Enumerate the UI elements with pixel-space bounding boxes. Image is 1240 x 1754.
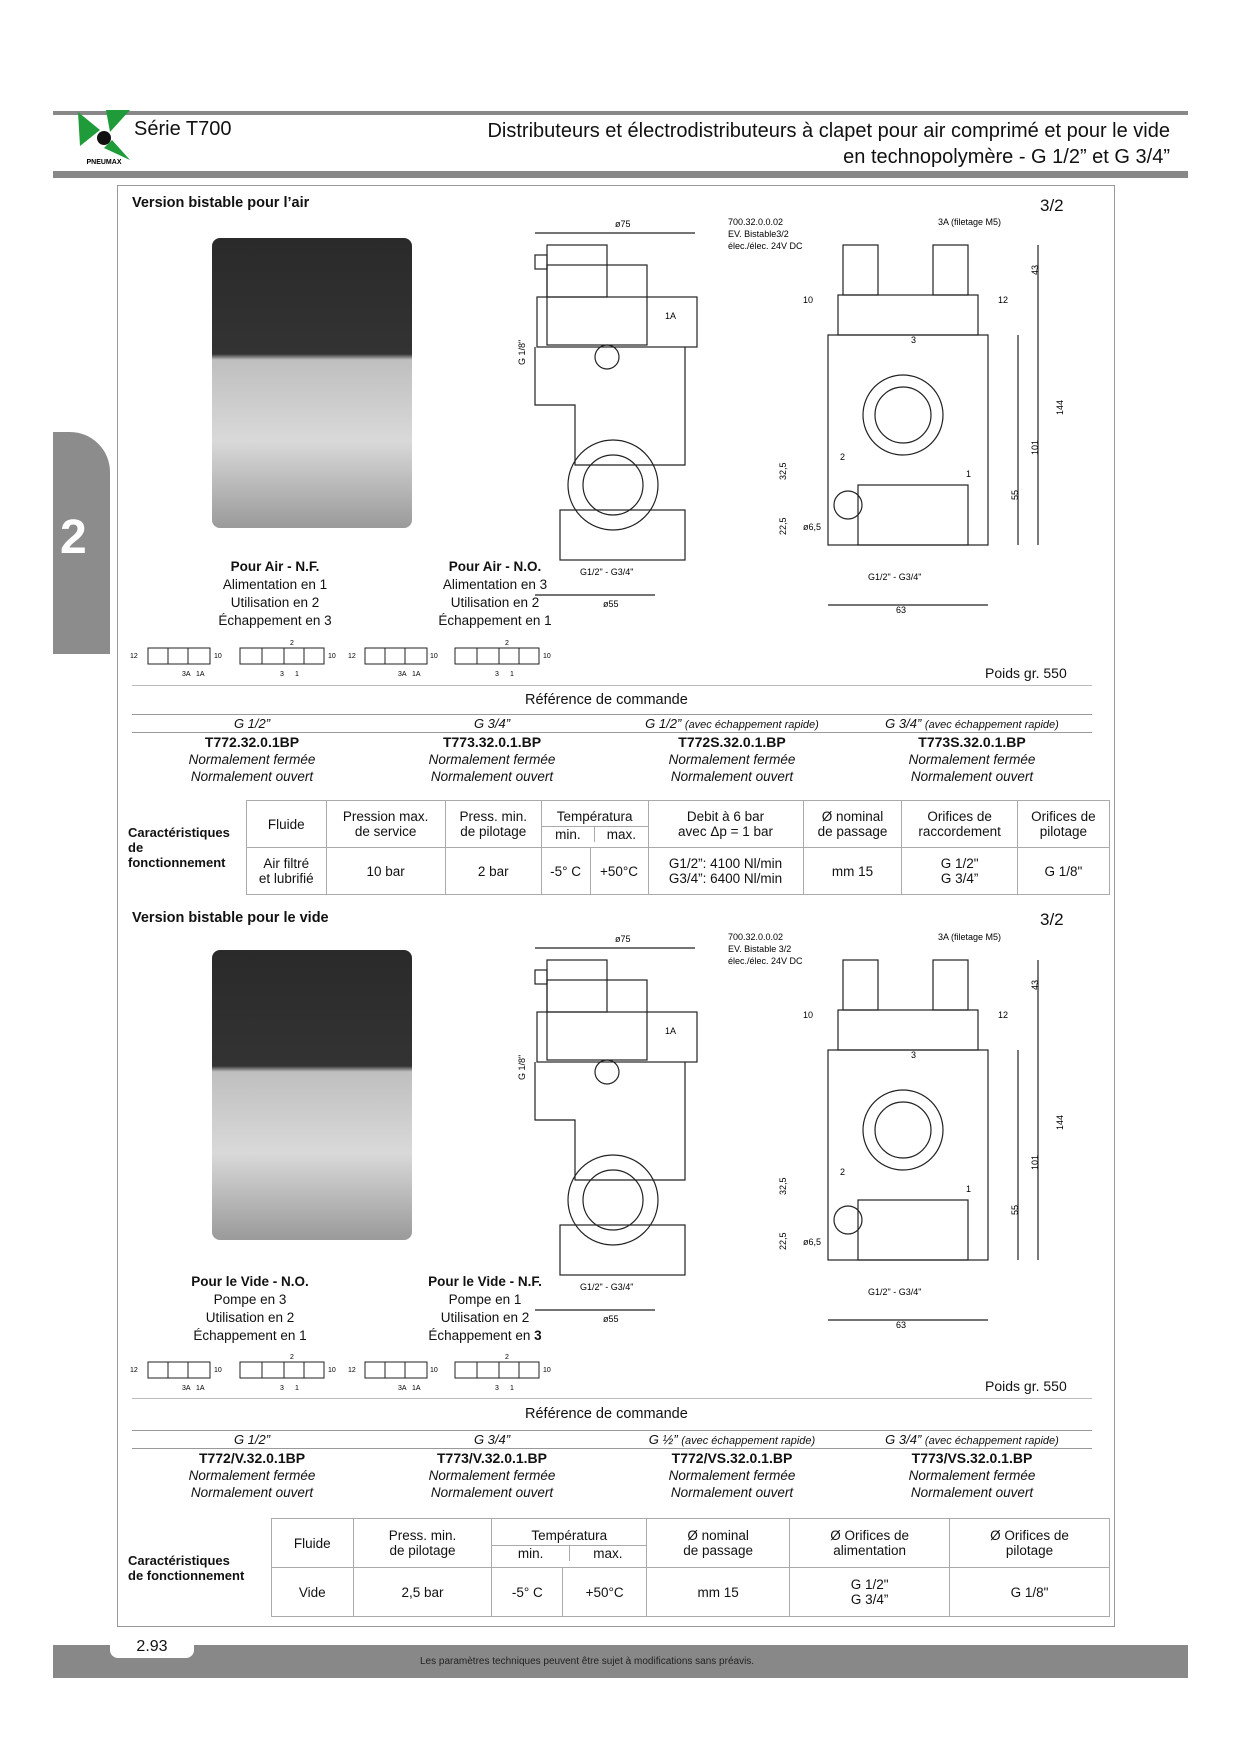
vide-valve-photo [212, 950, 412, 1240]
pneumax-logo [76, 108, 132, 166]
fn-line: Utilisation en 2 [205, 1310, 295, 1325]
ref-col-header: G 3/4” [372, 715, 612, 733]
dim-225: 22,5 [778, 1232, 788, 1250]
air-function-no [395, 558, 595, 630]
car-h-orp: Ø Orifices de pilotage [950, 1519, 1110, 1568]
nf-label: Normalement fermée [668, 752, 796, 767]
car-v-tmin: -5° C [541, 848, 590, 895]
sym-12b: 12 [348, 1367, 356, 1374]
sym-12: 12 [130, 653, 138, 660]
car-v-orp: G 1/8" [1017, 848, 1109, 895]
logo-text: PNEUMAX [86, 159, 122, 166]
dim-325: 32,5 [778, 462, 788, 480]
car-h-nom: Ø nominal de passage [647, 1519, 790, 1568]
sym-12b: 12 [348, 653, 356, 660]
car-h-pmin: Press. min. de pilotage [445, 801, 541, 848]
page-number: 2.93 [110, 1638, 194, 1658]
drawing-10: 10 [803, 1010, 814, 1020]
vide-function-no [150, 1273, 350, 1345]
order-code[interactable]: T772/V.32.0.1BP [198, 1450, 306, 1466]
sym-10c: 10 [430, 1367, 438, 1374]
vide-ref-title: Référence de commande [525, 1406, 688, 1422]
sym-1: 1 [295, 671, 299, 678]
nf-label: Normalement fermée [188, 1468, 316, 1483]
air-pneumatic-symbols [130, 636, 570, 682]
drawing-3a: 3A (filetage M5) [938, 217, 1002, 227]
car-v-nom: mm 15 [803, 848, 902, 895]
dim-55: 55 [1010, 489, 1020, 500]
vide-drawing-side [505, 930, 705, 1330]
port-3: 3 [911, 1050, 917, 1060]
chapter-number: 2 [60, 511, 87, 564]
fn-line: Pompe en 3 [213, 1292, 287, 1307]
fn-line: Échappement en 3 [428, 1328, 542, 1343]
fn-line: Utilisation en 2 [230, 595, 320, 610]
car-v-pmin: 2 bar [445, 848, 541, 895]
order-code[interactable]: T773/V.32.0.1.BP [436, 1450, 547, 1466]
ref-col-header: G 3/4” [372, 1431, 612, 1449]
sym-10d: 10 [543, 1367, 551, 1374]
sym-1a: 1A [196, 1385, 205, 1392]
drawing-12: 12 [998, 1010, 1009, 1020]
no-label: Normalement ouvert [910, 769, 1034, 784]
no-label: Normalement ouvert [910, 1485, 1034, 1500]
car-h-fluide: Fluide [272, 1519, 354, 1568]
dim-225: 22,5 [778, 517, 788, 535]
fn-title: Pour Air - N.O. [448, 559, 542, 574]
drawing-elec: élec./élec. 24V DC [728, 956, 803, 966]
vide-pneumatic-symbols [130, 1350, 570, 1396]
disclaimer: Les paramètres techniques peuvent être sujet à modifications sans préavis. [420, 1656, 755, 1667]
divider [132, 1398, 1092, 1399]
page-title-line2: en technopolymère - G 1/2” et G 3/4” [843, 146, 1170, 168]
air-ratio: 3/2 [1040, 196, 1064, 215]
car-h-temp: Températura min. max. [541, 801, 648, 848]
dim-63: 63 [896, 1320, 907, 1330]
drawing-3a: 3A (filetage M5) [938, 932, 1002, 942]
order-code[interactable]: T773S.32.0.1.BP [918, 734, 1026, 750]
car-v-fluide: Vide [272, 1568, 354, 1617]
dim-43: 43 [1030, 979, 1040, 990]
ref-col-header: G ½” (avec échappement rapide) [612, 1431, 852, 1449]
dim-d75: ø75 [615, 219, 631, 229]
air-section-title: Version bistable pour l’air [132, 195, 310, 211]
sym-1b: 1 [510, 671, 514, 678]
dim-d65: ø6,5 [803, 1237, 822, 1247]
port-1: 1 [966, 469, 972, 479]
drawing-code: 700.32.0.0.02 [728, 217, 784, 227]
dim-d55: ø55 [603, 599, 619, 609]
drawing-10: 10 [803, 295, 814, 305]
fn-line: Échappement en 1 [193, 1328, 307, 1343]
ref-col-header: G 1/2” (avec échappement rapide) [612, 715, 852, 733]
car-v-ora: G 1/2" G 3/4” [790, 1568, 950, 1617]
sym-10: 10 [214, 1367, 222, 1374]
dim-144: 144 [1055, 399, 1065, 415]
sym-3a-b: 3A [398, 1385, 407, 1392]
car-h-pmin: Press. min. de pilotage [353, 1519, 492, 1568]
air-weight: Poids gr. 550 [985, 665, 1067, 681]
sym-3b: 3 [495, 671, 499, 678]
car-h-fluide: Fluide [247, 801, 327, 848]
vide-drawing-front [718, 930, 1088, 1330]
sym-10: 10 [214, 653, 222, 660]
drawing-ev: EV. Bistable 3/2 [728, 944, 792, 954]
sym-3: 3 [280, 1385, 284, 1392]
page-title-line1: Distributeurs et électrodistributeurs à clapet pour air comprimé et pour le vide [487, 120, 1170, 142]
sym-3a: 3A [182, 1385, 191, 1392]
dim-63: 63 [896, 605, 907, 615]
car-v-debit: G1/2”: 4100 Nl/min G3/4”: 6400 Nl/min [648, 848, 803, 895]
dim-ports: G1/2" - G3/4" [580, 567, 634, 577]
header-bottom-rule [53, 171, 1188, 178]
vide-ratio: 3/2 [1040, 910, 1064, 929]
sym-3b: 3 [495, 1385, 499, 1392]
nf-label: Normalement fermée [668, 1468, 796, 1483]
sym-3a: 3A [182, 671, 191, 678]
dim-ports-right: G1/2" - G3/4" [868, 572, 922, 582]
air-drawing-front [718, 215, 1088, 615]
port-2: 2 [840, 452, 846, 462]
order-code[interactable]: T773.32.0.1.BP [442, 734, 542, 750]
sym-10d: 10 [543, 653, 551, 660]
nf-label: Normalement fermée [188, 752, 316, 767]
car-h-orp: Orifices de pilotage [1017, 801, 1109, 848]
drawing-12: 12 [998, 295, 1009, 305]
label-1a: 1A [665, 1026, 677, 1036]
port-2: 2 [840, 1167, 846, 1177]
car-v-tmax: +50°C [590, 848, 648, 895]
car-v-fluide: Air filtré et lubrifié [247, 848, 327, 895]
air-ref-title: Référence de commande [525, 692, 688, 708]
nf-label: Normalement fermée [908, 1468, 1036, 1483]
car-h-debit: Debit à 6 bar avec Δp = 1 bar [648, 801, 803, 848]
dim-101: 101 [1030, 439, 1040, 455]
fn-line: Alimentation en 3 [442, 577, 548, 592]
divider [132, 685, 1092, 686]
fn-line: Échappement en 3 [218, 613, 332, 628]
header-top-rule [53, 111, 1188, 115]
car-v-orr: G 1/2" G 3/4” [902, 848, 1017, 895]
sym-1: 1 [295, 1385, 299, 1392]
fn-line: Pompe en 1 [448, 1292, 522, 1307]
dim-101: 101 [1030, 1154, 1040, 1170]
air-characteristics-table [125, 800, 1110, 895]
dim-g18: G 1/8" [517, 1054, 527, 1080]
vide-ref-table [132, 1430, 1092, 1501]
dim-ports: G1/2" - G3/4" [580, 1282, 634, 1292]
sym-2: 2 [290, 1354, 294, 1361]
sym-1a: 1A [196, 671, 205, 678]
car-h-ora: Ø Orifices de alimentation [790, 1519, 950, 1568]
sym-12: 12 [130, 1367, 138, 1374]
sym-10b: 10 [328, 653, 336, 660]
car-h-temp: Températura min. max. [492, 1519, 647, 1568]
car-h-orr: Orifices de raccordement [902, 801, 1017, 848]
no-label: Normalement ouvert [190, 1485, 314, 1500]
ref-col-header: G 1/2” [132, 715, 372, 733]
air-drawing-side [505, 215, 705, 615]
dim-55: 55 [1010, 1204, 1020, 1215]
nf-label: Normalement fermée [908, 752, 1036, 767]
order-code[interactable]: T772.32.0.1BP [204, 734, 300, 750]
label-1a: 1A [665, 311, 677, 321]
fn-line: Échappement en 1 [438, 613, 552, 628]
dim-43: 43 [1030, 264, 1040, 275]
car-label: Caractéristiques de fonctionnement [128, 1552, 245, 1583]
drawing-elec: élec./élec. 24V DC [728, 241, 803, 251]
fn-line: Alimentation en 1 [222, 577, 328, 592]
sym-1b: 1 [510, 1385, 514, 1392]
dim-325: 32,5 [778, 1177, 788, 1195]
sym-2b: 2 [505, 640, 509, 647]
fn-title: Pour le Vide - N.O. [191, 1274, 309, 1289]
vide-characteristics-table [125, 1518, 1110, 1617]
car-v-nom: mm 15 [647, 1568, 790, 1617]
car-label: Caractéristiques de fonctionnement [128, 825, 230, 870]
car-v-tmax: +50°C [563, 1568, 647, 1617]
nf-label: Normalement fermée [428, 752, 556, 767]
dim-144: 144 [1055, 1114, 1065, 1130]
ref-col-header: G 3/4” (avec échappement rapide) [852, 1431, 1092, 1449]
drawing-ev: EV. Bistable3/2 [728, 229, 789, 239]
dim-d75: ø75 [615, 934, 631, 944]
dim-ports-right: G1/2" - G3/4" [868, 1287, 922, 1297]
fn-line: Utilisation en 2 [440, 1310, 530, 1325]
no-label: Normalement ouvert [190, 769, 314, 784]
fn-title: Pour le Vide - N.F. [428, 1274, 542, 1289]
fn-title: Pour Air - N.F. [230, 559, 320, 574]
no-label: Normalement ouvert [430, 1485, 554, 1500]
car-v-pmax: 10 bar [326, 848, 445, 895]
order-code[interactable]: T772/VS.32.0.1.BP [671, 1450, 793, 1466]
car-h-pmax: Pression max. de service [326, 801, 445, 848]
series-title: Série T700 [134, 118, 232, 140]
vide-weight: Poids gr. 550 [985, 1378, 1067, 1394]
sym-3a-b: 3A [398, 671, 407, 678]
fn-line: Utilisation en 2 [450, 595, 540, 610]
air-function-nf [175, 558, 375, 630]
nf-label: Normalement fermée [428, 1468, 556, 1483]
vide-function-nf [385, 1273, 585, 1345]
order-code[interactable]: T773/VS.32.0.1.BP [911, 1450, 1033, 1466]
car-v-pmin: 2,5 bar [353, 1568, 492, 1617]
vide-section-title: Version bistable pour le vide [132, 910, 329, 926]
sym-2b: 2 [505, 1354, 509, 1361]
dim-g18: G 1/8" [517, 339, 527, 365]
order-code[interactable]: T772S.32.0.1.BP [678, 734, 786, 750]
car-v-tmin: -5° C [492, 1568, 563, 1617]
port-3: 3 [911, 335, 917, 345]
ref-col-header: G 3/4” (avec échappement rapide) [852, 715, 1092, 733]
no-label: Normalement ouvert [430, 769, 554, 784]
sym-3: 3 [280, 671, 284, 678]
sym-1a-b: 1A [412, 671, 421, 678]
sym-10b: 10 [328, 1367, 336, 1374]
sym-1a-b: 1A [412, 1385, 421, 1392]
air-ref-table [132, 714, 1092, 785]
port-1: 1 [966, 1184, 972, 1194]
sym-2: 2 [290, 640, 294, 647]
dim-d65: ø6,5 [803, 522, 822, 532]
car-h-nom: Ø nominal de passage [803, 801, 902, 848]
drawing-code: 700.32.0.0.02 [728, 932, 784, 942]
no-label: Normalement ouvert [670, 769, 794, 784]
no-label: Normalement ouvert [670, 1485, 794, 1500]
air-valve-photo [212, 238, 412, 528]
car-v-orp: G 1/8" [950, 1568, 1110, 1617]
ref-col-header: G 1/2” [132, 1431, 372, 1449]
sym-10c: 10 [430, 653, 438, 660]
dim-d55: ø55 [603, 1314, 619, 1324]
